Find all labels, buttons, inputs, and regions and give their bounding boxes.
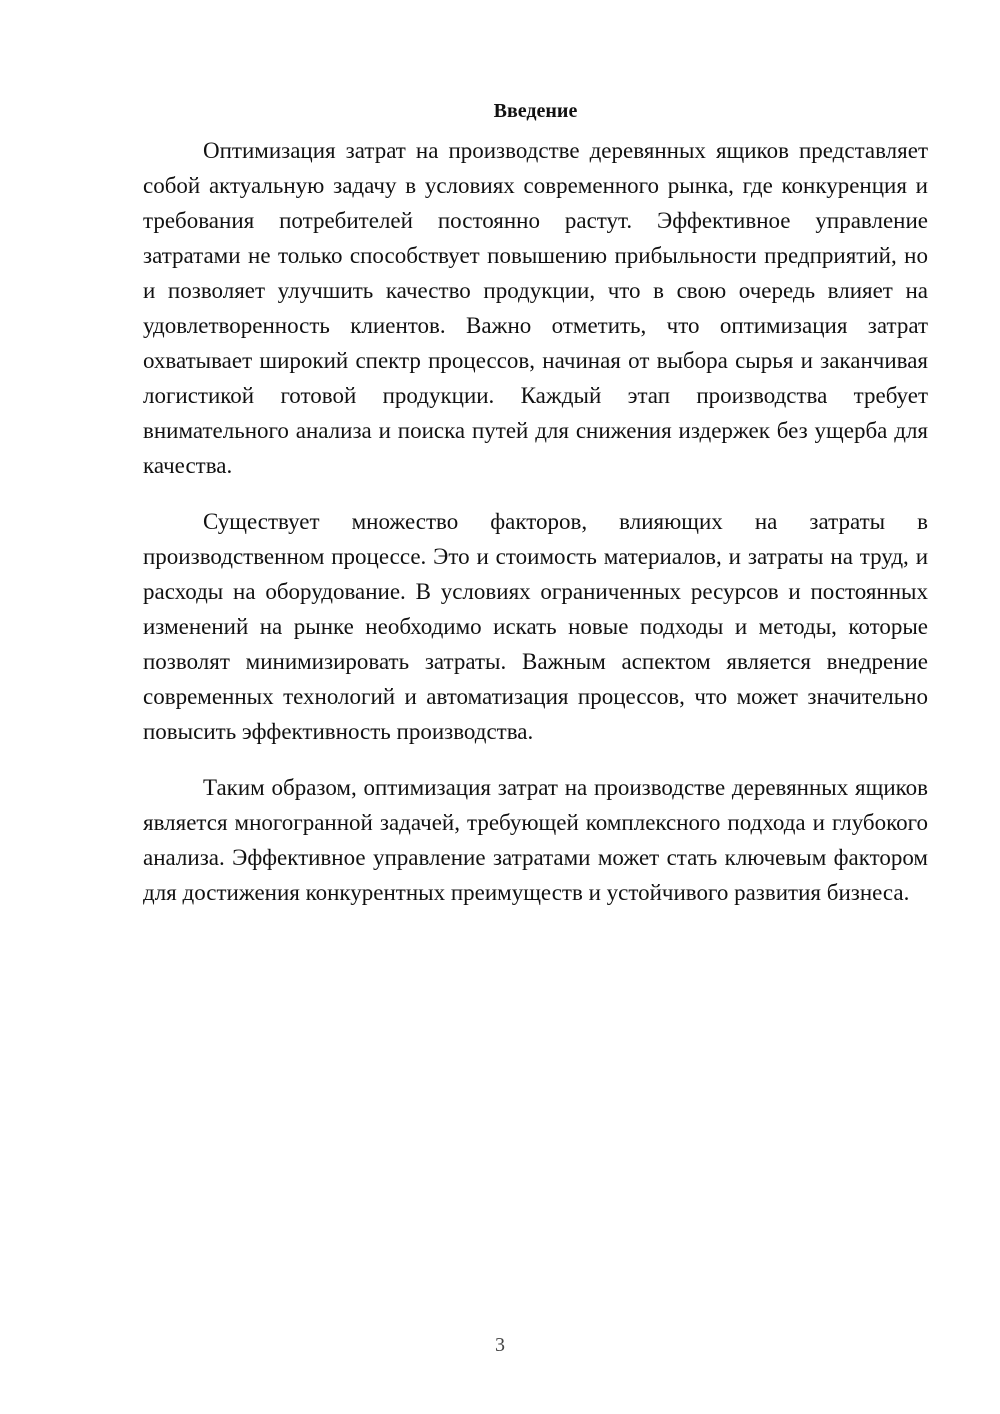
paragraph-2: Существует множество факторов, влияющих на затраты в производственном процессе. Это и стоимость материалов, и затраты на труд, и расходы на оборудование. В условиях ограниченных ресурсов и постоянных изменений на рынке необходимо искать новые подходы и методы, которые позволят минимизировать затраты. Важным аспектом является внедрение современных технологий и автоматизация процессов, что может значительно повысить эффективность производства.: [143, 509, 928, 744]
page-number: 3: [495, 1334, 505, 1356]
page-content: [143, 98, 928, 931]
paragraph-3: Таким образом, оптимизация затрат на производстве деревянных ящиков является многогранной задачей, требующей комплексного подхода и глубокого анализа. Эффективное управление затратами может стать ключевым фактором для достижения конкурентных преимуществ и устойчивого развития бизнеса.: [143, 775, 928, 905]
paragraph-1: Оптимизация затрат на производстве деревянных ящиков представляет собой актуальную задачу в условиях современного рынка, где конкуренция и требования потребителей постоянно растут. Эффективное управление затратами не только способствует повышению прибыльности предприятий, но и позволяет улучшить качество продукции, что в свою очередь влияет на удовлетворенность клиентов. Важно отметить, что оптимизация затрат охватывает широкий спектр процессов, начиная от выбора сырья и заканчивая логистикой готовой продукции. Каждый этап производства требует внимательного анализа и поиска путей для снижения издержек без ущерба для качества.: [143, 138, 928, 478]
section-heading: Введение: [493, 100, 578, 122]
